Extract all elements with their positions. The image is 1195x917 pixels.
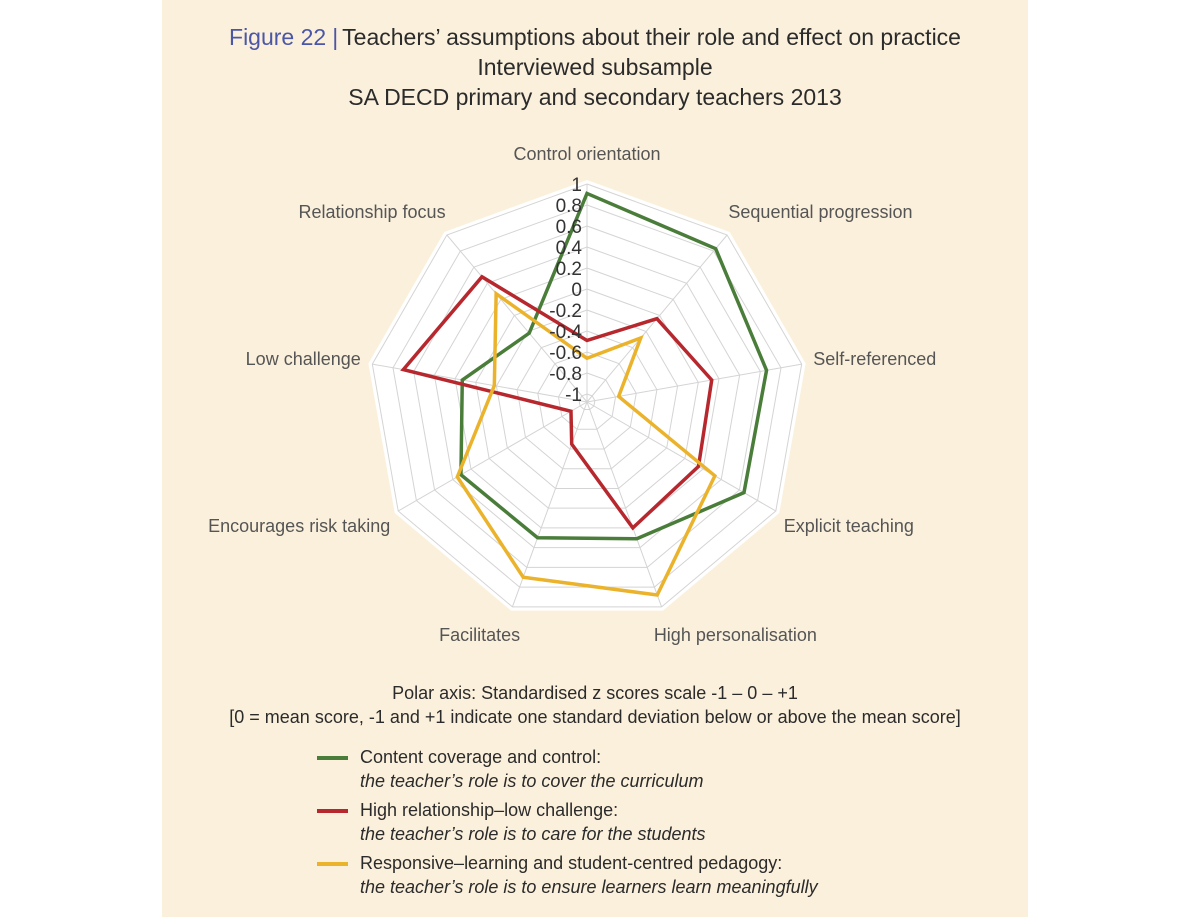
axis-label: Low challenge [245, 348, 361, 369]
axis-label: Sequential progression [728, 202, 913, 223]
tick-label: 1 [571, 175, 582, 196]
tick-label: -0.2 [549, 301, 582, 322]
axis-label: Explicit teaching [783, 516, 914, 536]
figure-title: Teachers’ assumptions about their role and effect on practice [342, 24, 961, 50]
legend-swatch [317, 756, 348, 760]
figure-separator: | [332, 24, 339, 50]
axis-label: High personalisation [653, 625, 817, 646]
figure-subtitle-1: Interviewed subsample [477, 54, 713, 80]
radar-grid [368, 180, 805, 611]
tick-label: 0.2 [555, 259, 582, 280]
tick-label: -1 [565, 385, 582, 406]
tick-label: -0.4 [549, 322, 582, 343]
axis-label: Self-referenced [813, 348, 937, 369]
polar-note-line-1: Polar axis: Standardised z scores scale -1 – 0 – +1 [392, 683, 798, 703]
legend-item-content-coverage [317, 745, 937, 793]
figure-label: Figure 22 [229, 24, 327, 50]
radar-chart [162, 0, 1028, 680]
legend-swatch [317, 809, 348, 813]
legend-item-high-relationship [317, 798, 937, 846]
tick-label: 0.6 [555, 217, 582, 238]
tick-label: -0.6 [549, 343, 582, 364]
tick-label: 0 [571, 280, 582, 301]
legend-swatch [317, 862, 348, 866]
axis-label: Encourages risk taking [208, 516, 391, 536]
tick-label: -0.8 [549, 364, 582, 385]
tick-label: 0.4 [555, 238, 582, 259]
axis-label: Control orientation [513, 144, 661, 164]
legend-series-name: Content coverage and control: [360, 747, 602, 767]
legend-series-description: the teacher’s role is to ensure learners learn meaningfully [360, 877, 818, 897]
legend-series-name: High relationship–low challenge: [360, 800, 619, 820]
axis-label: Relationship focus [298, 202, 446, 223]
figure-panel [162, 0, 1028, 917]
polar-axis-note [162, 681, 1028, 729]
legend-series-description: the teacher’s role is to cover the curriculum [360, 771, 704, 791]
figure-subtitle-2: SA DECD primary and secondary teachers 2013 [348, 84, 842, 110]
legend-item-responsive-learning [317, 851, 937, 899]
legend-series-description: the teacher’s role is to care for the students [360, 824, 706, 844]
polar-note-line-2: [0 = mean score, -1 and +1 indicate one standard deviation below or above the mean score] [229, 707, 961, 727]
chart-legend [317, 745, 937, 904]
tick-label: 0.8 [555, 196, 582, 217]
axis-label: Facilitates [439, 625, 521, 646]
legend-series-name: Responsive–learning and student-centred pedagogy: [360, 853, 783, 873]
